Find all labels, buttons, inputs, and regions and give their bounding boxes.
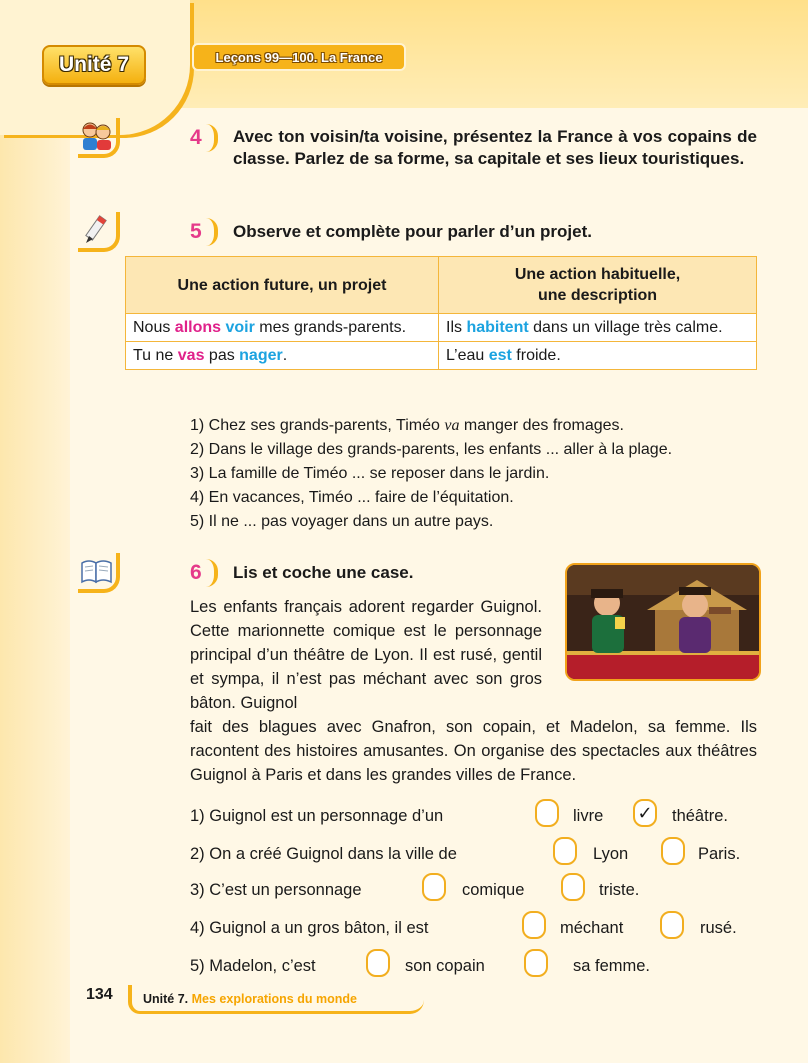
cell-text: mes grands-parents. <box>254 319 407 336</box>
exercise-5-list <box>190 414 760 534</box>
question-row <box>190 951 757 981</box>
list-item <box>190 438 760 462</box>
exercise-5-title: Observe et complète pour parler d’un projet. <box>233 222 592 241</box>
highlight-verb: allons <box>174 319 222 336</box>
left-band <box>0 0 70 1063</box>
option-2-label: sa femme. <box>573 957 651 975</box>
item-text: 5) Il ne ... pas voyager dans un autre pays. <box>190 513 494 530</box>
book-icon <box>78 553 120 593</box>
footer-title <box>143 992 357 1006</box>
guignol-puppet-photo <box>565 563 761 681</box>
lesson-tag: Leçons 99—100. La France <box>192 43 406 71</box>
reading-text-wide: fait des blagues avec Gnafron, son copain, et Madelon, sa femme. Ils racontent des histoires amusantes. On organise des spectacles aux théâtres Guignol à Paris et dans les grandes villes de France. <box>190 718 757 784</box>
question-text: 5) Madelon, c’est <box>190 957 316 975</box>
table-cell-future-1 <box>126 314 439 342</box>
item-text: manger des fromages. <box>459 417 624 434</box>
item-text: 2) Dans le village des grands-parents, les enfants ... aller à la plage. <box>190 441 673 458</box>
exercise-5-number: 5 <box>190 218 218 246</box>
table-header-future <box>126 257 439 314</box>
cell-text: Tu ne <box>133 347 178 364</box>
question-row <box>190 875 757 905</box>
exercise-4-instruction: Avec ton voisin/ta voisine, présentez la France à vos copains de classe. Parlez de sa forme, sa capitale et ses lieux touristiques. <box>233 127 757 168</box>
highlight-verb: nager <box>239 347 283 364</box>
option-1-label: Lyon <box>593 845 629 863</box>
option-2-label: Paris. <box>698 845 741 863</box>
highlight-verb: voir <box>225 319 255 336</box>
pencil-icon <box>78 212 120 252</box>
reading-text-narrow: Les enfants français adorent regarder Guignol. Cette marionnette comique est le personnage principal d’un théâtre de Lyon. Il est rusé, gentil et sympa, il n’est pas méchant avec son gros bâton. Guignol <box>190 598 542 712</box>
checkbox-option-1[interactable] <box>366 949 390 977</box>
table-cell-habitual-2 <box>439 342 757 370</box>
exercise-6-title: Lis et coche une case. <box>233 563 414 582</box>
cell-text: . <box>282 347 288 364</box>
table-header-row <box>126 257 757 314</box>
checkbox-option-1[interactable] <box>422 873 446 901</box>
question-row <box>190 839 757 869</box>
exercise-4-number: 4 <box>190 124 218 152</box>
checkbox-option-1[interactable] <box>535 799 559 827</box>
option-1-label: son copain <box>405 957 485 975</box>
question-text: 4) Guignol a un gros bâton, il est <box>190 919 429 937</box>
option-2-label: théâtre. <box>672 807 728 825</box>
list-item <box>190 486 760 510</box>
question-text: 2) On a créé Guignol dans la ville de <box>190 845 457 863</box>
checkbox-option-1[interactable] <box>553 837 577 865</box>
question-row <box>190 801 757 831</box>
footer-unit: Unité 7. <box>143 992 189 1006</box>
item-text: 4) En vacances, Timéo ... faire de l’équitation. <box>190 489 514 506</box>
question-text: 3) C’est un personnage <box>190 881 362 899</box>
table-cell-future-2 <box>126 342 439 370</box>
pair-work-icon <box>78 118 120 158</box>
checkbox-option-1[interactable] <box>522 911 546 939</box>
cell-text: Nous <box>133 319 175 336</box>
list-item <box>190 414 760 438</box>
table-row <box>126 342 757 370</box>
checkbox-option-2[interactable]: ✓ <box>633 799 657 827</box>
item-example-word: va <box>444 417 460 434</box>
question-text: 1) Guignol est un personnage d’un <box>190 807 444 825</box>
item-text: 1) Chez ses grands-parents, Timéo <box>190 417 445 434</box>
exercise-6-number: 6 <box>190 559 218 587</box>
option-1-label: méchant <box>560 919 624 937</box>
checkbox-option-2[interactable] <box>561 873 585 901</box>
table-header-habitual <box>439 257 757 314</box>
cell-text: dans un village très calme. <box>528 319 723 336</box>
grammar-table <box>125 256 757 370</box>
cell-text: froide. <box>511 347 561 364</box>
table-cell-habitual-1 <box>439 314 757 342</box>
option-1-label: livre <box>573 807 604 825</box>
cell-text: Ils <box>446 319 467 336</box>
item-text: 3) La famille de Timéo ... se reposer dans le jardin. <box>190 465 550 482</box>
option-2-label: triste. <box>599 881 640 899</box>
option-2-label: rusé. <box>700 919 737 937</box>
highlight-verb: habitent <box>466 319 529 336</box>
checkbox-option-2[interactable] <box>661 837 685 865</box>
option-1-label: comique <box>462 881 525 899</box>
list-item <box>190 462 760 486</box>
header-future-text: Une action future, un projet <box>177 276 387 294</box>
cell-text: L’eau <box>446 347 489 364</box>
question-row <box>190 913 757 943</box>
footer-section-title: Mes explorations du monde <box>191 992 357 1006</box>
list-item <box>190 510 760 534</box>
cell-text: pas <box>204 347 240 364</box>
highlight-verb: est <box>488 347 512 364</box>
header-habitual-line2: une description <box>537 287 658 304</box>
header-habitual-line1: Une action habituelle, <box>514 266 681 283</box>
checkbox-option-2[interactable] <box>524 949 548 977</box>
unit-badge: Unité 7 <box>42 45 146 85</box>
page-number: 134 <box>86 986 113 1003</box>
highlight-verb: vas <box>177 347 205 364</box>
checkbox-option-2[interactable] <box>660 911 684 939</box>
table-row <box>126 314 757 342</box>
